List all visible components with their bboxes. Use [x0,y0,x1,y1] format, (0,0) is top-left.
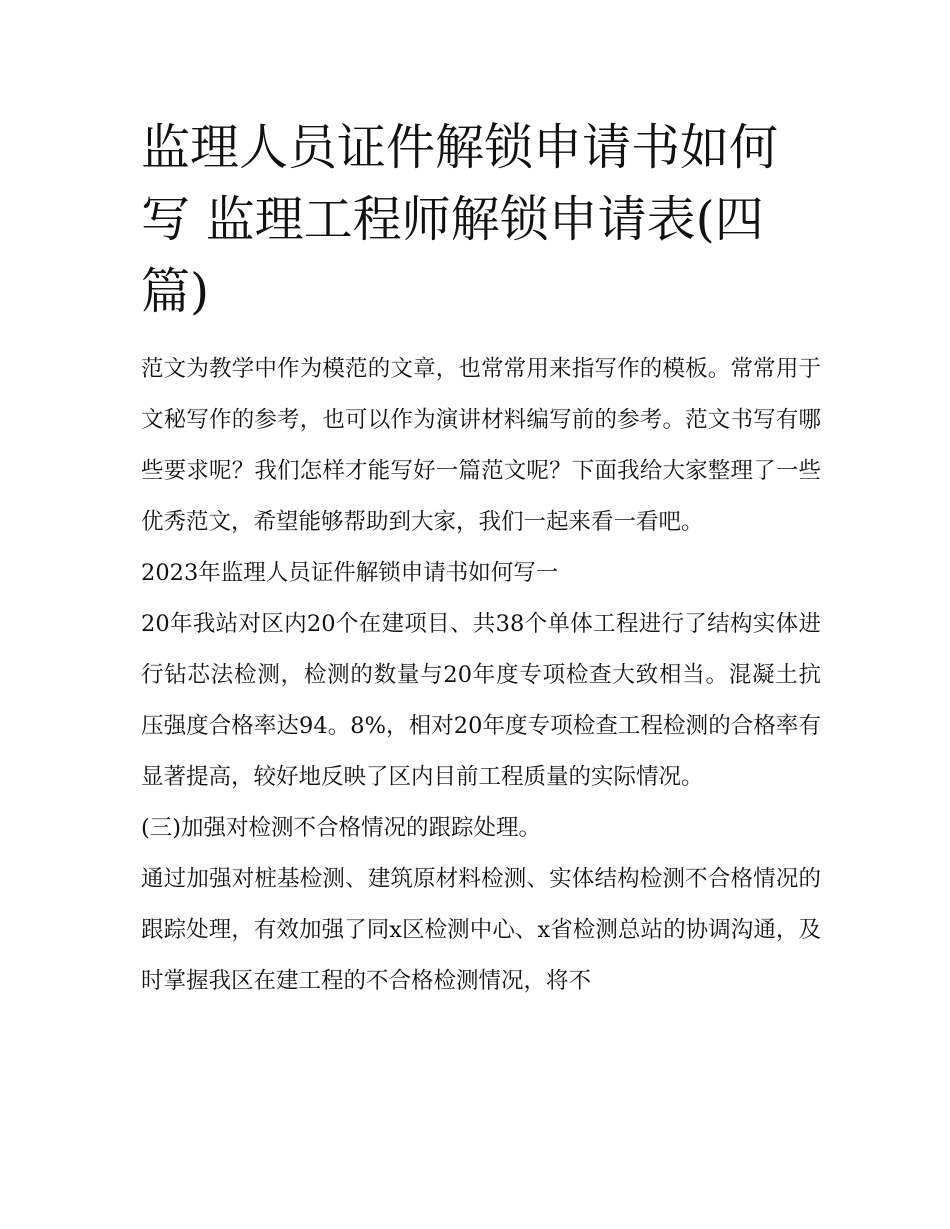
body-paragraph: 通过加强对桩基检测、建筑原材料检测、实体结构检测不合格情况的跟踪处理，有效加强了同x区检测中心、x省检测总站的协调沟通，及时掌握我区在建工程的不合格检测情况，将不 [141,866,821,994]
document-body [141,112,821,1007]
document-title: 监理人员证件解锁申请书如何写 监理工程师解锁申请表(四篇) [141,119,779,320]
section-heading: 2023年监理人员证件解锁申请书如何写一 [141,560,559,586]
subsection-heading: (三)加强对检测不合格情况的跟踪处理。 [141,815,542,841]
intro-paragraph: 范文为教学中作为模范的文章，也常常用来指写作的模板。常常用于文秘写作的参考，也可以作为演讲材料编写前的参考。范文书写有哪些要求呢？我们怎样才能写好一篇范文呢？下面我给大家整理了一些优秀范文，希望能够帮助到大家，我们一起来看一看吧。 [141,356,821,535]
body-paragraph: 20年我站对区内20个在建项目、共38个单体工程进行了结构实体进行钻芯法检测，检测的数量与20年度专项检查大致相当。混凝土抗压强度合格率达94。8%，相对20年度专项检查工程检测的合格率有显著提高，较好地反映了区内目前工程质量的实际情况。 [141,611,821,790]
